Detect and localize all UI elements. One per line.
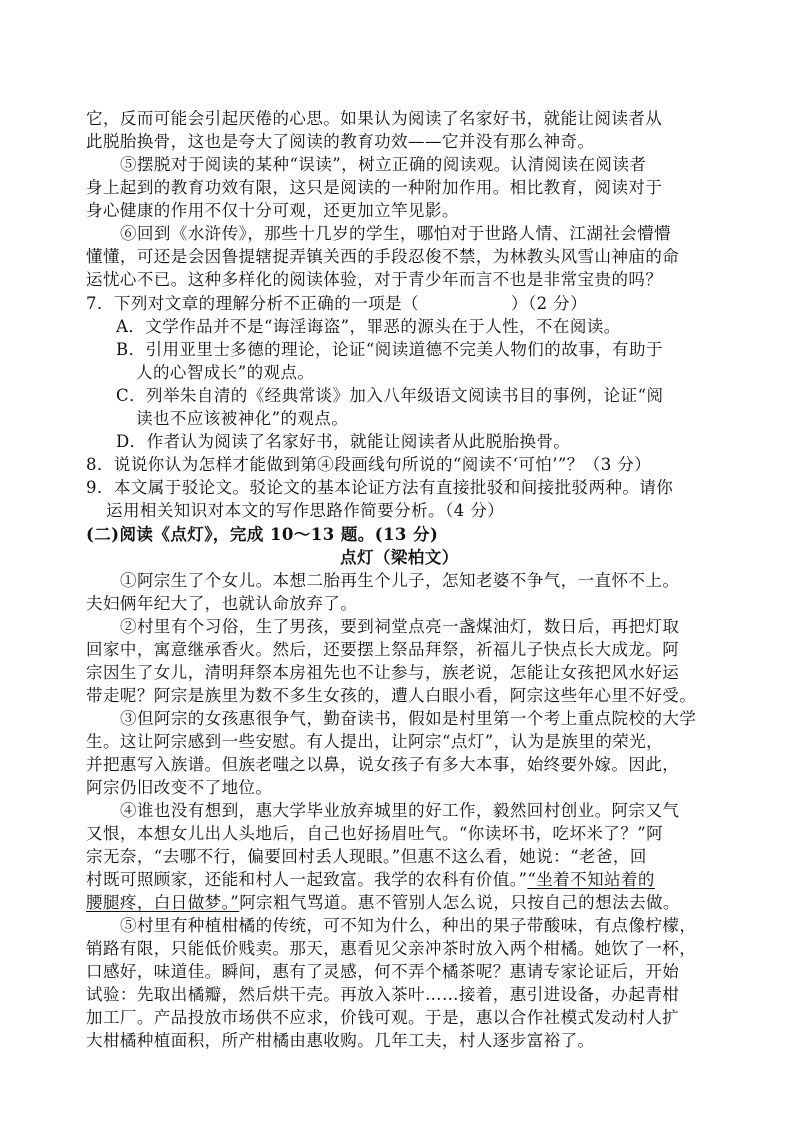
story-line: 试验：先取出橘瓣，然后烘干壳。再放入茶叶……接着，惠引进设备，办起青柑 [86, 985, 680, 1004]
story-line: 带走呢？阿宗是族里为数不多生女孩的，遭人白眼小看，阿宗这些年心里不好受。 [86, 686, 697, 705]
story-text: 村既可照顾家，还能和村人一起致富。我学的农科有价值。” [86, 870, 528, 889]
option-b: B．引用亚里士多德的理论，论证“阅读道德不完美人物们的故事，有助于 [116, 340, 663, 359]
story-paragraph-1: ①阿宗生了个女儿。本想二胎再生个儿子，怎知老婆不争气，一直怀不上。 [120, 571, 680, 590]
story-paragraph-2: ②村里有个习俗，生了男孩，要到祠堂点亮一盏煤油灯，数日后，再把灯取 [120, 617, 680, 636]
story-paragraph-5: ⑤村里有种植柑橘的传统，可不知为什么，种出的果子带酸味，有点像柠檬， [120, 916, 697, 935]
passage-line: 此脱胎换骨，这也是夸大了阅读的教育功效——它并没有那么神奇。 [86, 132, 595, 151]
story-line: 大柑橘种植面积，所产柑橘由惠收购。几年工夫，村人逐步富裕了。 [86, 1031, 595, 1050]
paragraph-6-start: ⑥回到《水浒传》，那些十几岁的学生，哪怕对于世路人情、江湖社会懵懵 [120, 224, 672, 243]
story-line: 加工厂。产品投放市场供不应求，价钱可观。于是，惠以合作社模式发动村人扩 [86, 1008, 680, 1027]
question-7-stem [86, 293, 587, 315]
story-line: 口感好，味道佳。瞬间，惠有了灵感，何不弄个橘茶呢？惠请专家论证后，开始 [86, 962, 680, 981]
question-9: 9．本文属于驳论文。驳论文的基本论证方法有直接批驳和间接批驳两种。请你 [86, 478, 674, 497]
option-d: D．作者认为阅读了名家好书，就能让阅读者从此脱胎换骨。 [116, 432, 571, 451]
story-text: 阿宗粗气骂道。惠不管别人怎么说，只按自己的想法去做。 [239, 893, 680, 912]
passage-line: 身上起到的教育功效有限，这只是阅读的一种附加作用。相比教育，阅读对于 [86, 178, 663, 197]
question-7-stem-text: 7．下列对文章的理解分析不正确的一项是（ [86, 294, 419, 313]
story-line: 阿宗仍旧改变不了地位。 [86, 778, 273, 797]
story-line: 销路有限，只能低价贱卖。那天，惠看见父亲冲茶时放入两个柑橘。她饮了一杯， [86, 939, 697, 958]
section-heading: (二)阅读《点灯》，完成 10～13 题。(13 分) [86, 525, 439, 544]
paragraph-5-start: ⑤摆脱对于阅读的某种“误读”，树立正确的阅读观。认清阅读在阅读者 [120, 155, 647, 174]
story-line: 又恨，本想女儿出人头地后，自己也好扬眉吐气。“你读坏书，吃坏米了？”阿 [86, 824, 664, 843]
underlined-sentence-cont: 腰腿疼，白日做梦。” [86, 893, 240, 912]
story-title: 点灯（梁柏文） [340, 548, 459, 567]
passage-line: 身心健康的作用不仅十分可观，还更加立竿见影。 [86, 201, 459, 220]
option-c-cont: 读也不应该被神化”的观点。 [136, 409, 349, 428]
story-line: 夫妇俩年纪大了，也就认命放弃了。 [86, 594, 358, 613]
story-line: 宗因生了女儿，清明拜祭本房祖先也不让参与，族老说，怎能让女孩把风水好运 [86, 663, 680, 682]
story-line: 生。这让阿宗感到一些安慰。有人提出，让阿宗“点灯”，认为是族里的荣光， [86, 732, 664, 751]
story-line [86, 869, 655, 891]
option-c: C．列举朱自清的《经典常谈》加入八年级语文阅读书目的事例，论证“阅 [116, 386, 664, 405]
option-b-cont: 人的心智成长”的观点。 [136, 363, 315, 382]
story-line: 宗无奈，“去哪不行，偏要回村丢人现眼。”但惠不这么看，她说：“老爸，回 [86, 847, 647, 866]
passage-line: 运忧心不已。这种多样化的阅读体验，对于青少年而言不也是非常宝贵的吗？ [86, 270, 663, 289]
story-line: 并把惠写入族谱。但族老嗤之以鼻，说女孩子有多大本事，始终要外嫁。因此， [86, 755, 680, 774]
underlined-sentence: “坐着不知站着的 [527, 870, 655, 889]
story-line [86, 892, 680, 914]
option-a: A．文学作品并不是“诲淫诲盗”，罪恶的源头在于人性，不在阅读。 [116, 317, 621, 336]
story-paragraph-4: ④谁也没有想到，惠大学毕业放弃城里的好工作，毅然回村创业。阿宗又气 [120, 801, 680, 820]
question-8: 8．说说你认为怎样才能做到第④段画线句所说的“阅读不‘可怕’”？（3 分） [86, 455, 652, 474]
question-7-points: ）（2 分） [511, 294, 588, 313]
question-9-cont: 运用相关知识对本文的写作思路作简要分析。（4 分） [106, 501, 505, 520]
story-paragraph-3: ③但阿宗的女孩惠很争气，勤奋读书，假如是村里第一个考上重点院校的大学 [120, 709, 697, 728]
story-line: 回家中，寓意继承香火。然后，还要摆上祭品拜祭，祈福儿子快点长大成龙。阿 [86, 640, 680, 659]
passage-line: 懂懂，可还是会因鲁提辖捉弄镇关西的手段忍俊不禁，为林教头风雪山神庙的命 [86, 247, 680, 266]
passage-line: 它，反而可能会引起厌倦的心思。如果认为阅读了名家好书，就能让阅读者从 [86, 109, 663, 128]
